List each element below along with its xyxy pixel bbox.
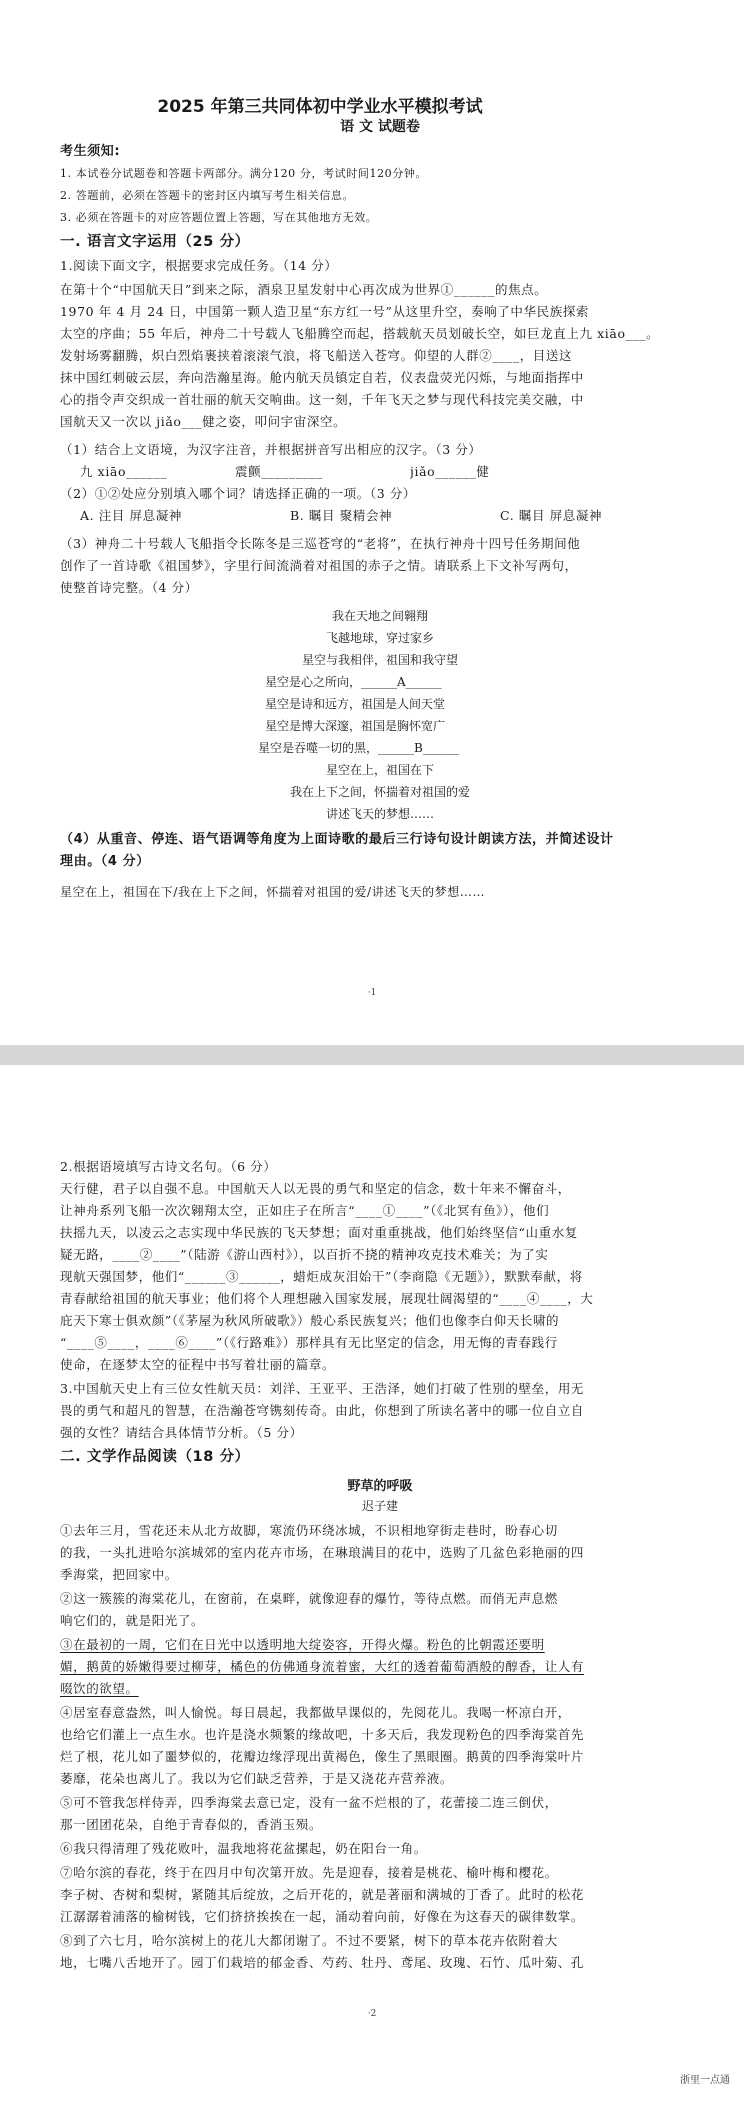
article-line: 季海棠，把回家中。	[60, 1567, 178, 1582]
notice-3: 3. 必须在答题卡的对应答题位置上答题，写在其他地方无效。	[60, 211, 378, 224]
article-line-underlined: 媚，鹅黄的娇嫩得要过柳芽，橘色的仿佛通身流着蜜，大红的透着葡萄酒般的醇香，让人有	[60, 1659, 585, 1674]
article-line-underlined: ③在最初的一周，它们在日光中以透明地大绽姿容，开得火爆。粉色的比朝霞还要明	[60, 1637, 545, 1652]
article-line: 江潺潺着浦落的榆树钱，它们挤挤挨挨在一起，涌动着向前，好像在为这春天的碳律数掌。	[60, 1909, 585, 1924]
article-line: 萎靡，花朵也离儿了。我以为它们缺乏营养，于是又浇花卉营养液。	[60, 1771, 454, 1786]
poem-line: 我在天地之间翱翔	[331, 609, 428, 623]
q3-text-line: 3.中国航天史上有三位女性航天员：刘洋、王亚平、王浩泽，她们打破了性别的壁垒，用无	[60, 1381, 585, 1396]
article-line: 烂了根，花儿如了噩梦似的，花瓣边缘浮现出黄褐色，像生了黑眼圈。鹅黄的四季海棠叶片	[60, 1749, 585, 1764]
section-1-heading: 一. 语言文字运用（25 分）	[60, 234, 250, 250]
sub-question-2: （2）①②处应分别填入哪个词？请选择正确的一项。（3 分）	[60, 486, 417, 501]
poem-line: 星空是博大深邃，祖国是胸怀宽广	[265, 719, 446, 733]
page-separator	[0, 1045, 744, 1065]
poem-line-blank-a: 星空是心之所向，______A______	[265, 675, 442, 689]
passage-line: 国航天又一次以 jiǎo___健之姿，叩问宇宙深空。	[60, 414, 347, 429]
passage-line: 1970 年 4 月 24 日，中国第一颗人造卫星“东方红一号”从这里升空，奏响了中华民族探索	[60, 304, 590, 319]
sub-question-4: （4）从重音、停连、语气语调等角度为上面诗歌的最后三行诗句设计朗读方法，并简述设计	[60, 832, 614, 847]
notice-2: 2. 答题前，必须在答题卡的密封区内填写考生相关信息。	[60, 189, 355, 202]
q2-text-line: 扶摇九天，以凌云之志实现中华民族的飞天梦想；面对重重挑战，他们始终坚信“山重水复	[60, 1225, 578, 1240]
sub-question-1: （1）结合上文语境，为汉字注音，并根据拼音写出相应的汉字。（3 分）	[60, 442, 482, 457]
article-line: ②这一簇簇的海棠花儿，在窗前，在桌畔，就像迎春的爆竹，等待点燃。而俏无声息燃	[60, 1591, 558, 1606]
q2-text-line: “____⑤____，____⑥____”（《行路难》）那样具有无比坚定的信念，用无悔的青春践行	[60, 1335, 558, 1350]
answer-blank-xiao: 九 xiāo______	[80, 464, 168, 479]
answer-blank-zhenchan: 震颤_________	[235, 464, 323, 479]
sub-question-4: 理由。（4 分）	[60, 854, 150, 869]
exam-title: 2025 年第三共同体初中学业水平模拟考试	[157, 97, 483, 117]
article-line: ⑤可不管我怎样侍弄，四季海棠去意已定，没有一盆不烂根的了，花蕾接二连三倒伏，	[60, 1795, 558, 1810]
sub-question-3: 创作了一首诗歌《祖国梦》，字里行间流淌着对祖国的赤子之情。请联系上下文补写两句，	[60, 558, 578, 573]
poem-line-blank-b: 星空是吞噬一切的黑，______B______	[258, 741, 459, 755]
passage-line: 抹中国红刺破云层，奔向浩瀚星海。舱内航天员镇定自若，仪表盘荧光闪烁，与地面指挥中	[60, 370, 585, 385]
q2-text-line: 庇天下寒士俱欢颜”（《茅屋为秋风所破歌》）般心系民族复兴；他们也像李白仰天长啸的	[60, 1313, 560, 1328]
q3-text-line: 强的女性？请结合具体情节分析。（5 分）	[60, 1425, 303, 1440]
article-line: ⑦哈尔滨的春花，终于在四月中旬次第开放。先是迎春，接着是桃花、榆叶梅和樱花。	[60, 1865, 558, 1880]
poem-line: 星空是诗和远方，祖国是人间天堂	[265, 697, 446, 711]
option-b: B. 瞩目 聚精会神	[290, 508, 393, 523]
q3-text-line: 畏的勇气和超凡的智慧，在浩瀚苍穹镌刻传奇。由此，你想到了所读名著中的哪一位自立自	[60, 1403, 585, 1418]
article-line: 的我，一头扎进哈尔滨城郊的室内花卉市场，在琳琅满目的花中，选购了几盆色彩艳丽的四	[60, 1545, 585, 1560]
passage-line: 发射场雾翻腾，炽白烈焰裹挟着滚滚气浪，将飞船送入苍穹。仰望的人群②____，目送这	[60, 348, 573, 363]
article-line: ⑥我只得清理了残花败叶，温我地将花盆摞起，奶在阳台一角。	[60, 1841, 427, 1856]
option-a: A. 注目 屏息凝神	[80, 508, 182, 523]
exam-subtitle: 语 文 试题卷	[340, 119, 420, 135]
notice-1: 1. 本试卷分试题卷和答题卡两部分。满分120 分，考试时间120分钟。	[60, 167, 428, 180]
q2-text-line: 青春献给祖国的航天事业；他们将个人理想融入国家发展，展现壮阔渴望的“____④____，大	[60, 1291, 594, 1306]
q2-text-line: 现航天强国梦，他们“______③______，蜡炬成灰泪始干”（李商隐《无题》），默默奉献，将	[60, 1269, 583, 1284]
article-line: 地，七嘴八舌地开了。园丁们栽培的郁金香、芍药、牡丹、鸢尾、玫瑰、石竹、瓜叶菊、孔	[60, 1955, 585, 1970]
poem-line: 我在上下之间，怀揣着对祖国的爱	[289, 785, 470, 799]
answer-blank-jiao: jiǎo______健	[410, 464, 490, 479]
option-c: C. 瞩目 屏息凝神	[500, 508, 603, 523]
exam-page-1	[0, 0, 744, 1045]
q2-text-line: 天行健，君子以自强不息。中国航天人以无畏的勇气和坚定的信念，数十年来不懈奋斗，	[60, 1181, 571, 1196]
passage-line: 太空的序曲；55 年后，神舟二十号载人飞船腾空而起，搭载航天员划破长空，如巨龙直上九 xiāo___。	[60, 326, 660, 341]
article-line: ①去年三月，雪花还未从北方故脚，寒流仍环绕冰城，不识相地穿街走巷时，盼春心切	[60, 1523, 558, 1538]
article-author: 迟子建	[361, 1499, 398, 1513]
poem-line: 飞越地球，穿过家乡	[325, 631, 434, 645]
page-number: ·1	[367, 988, 377, 998]
article-line: 也给它们灌上一点生水。也许是浇水频繁的缘故吧，十多天后，我发现粉色的四季海棠首先	[60, 1727, 585, 1742]
q2-text-line: 疑无路，____②____”（陆游《游山西村》），以百折不挠的精神攻克技术难关；为了实	[60, 1247, 549, 1262]
section-2-heading: 二. 文学作品阅读（18 分）	[60, 1449, 250, 1465]
article-line-underlined: 啜饮的欲望。	[60, 1681, 139, 1696]
q2-text-line: 使命，在逐梦太空的征程中书写着壮丽的篇章。	[60, 1357, 336, 1372]
notice-title: 考生须知:	[60, 144, 121, 159]
poem-reading-line: 星空在上，祖国在下/我在上下之间，怀揣着对祖国的爱/讲述飞天的梦想……	[60, 885, 486, 899]
sub-question-3: 使整首诗完整。（4 分）	[60, 580, 198, 595]
poem-line: 讲述飞天的梦想……	[325, 807, 434, 821]
article-line: 那一团团花朵，自绝于青春似的，香消玉殒。	[60, 1817, 323, 1832]
exam-page-2	[0, 1065, 744, 2104]
article-line: ⑧到了六七月，哈尔滨树上的花儿大都闭谢了。不过不要紧，树下的草本花卉依附着大	[60, 1933, 558, 1948]
poem-line: 星空与我相伴，祖国和我守望	[301, 653, 458, 667]
page-number: ·2	[367, 2009, 377, 2019]
sub-question-3: （3）神舟二十号载人飞船指令长陈冬是三巡苍穹的“老将”，在执行神舟十四号任务期间他	[60, 536, 581, 551]
article-line: 响它们的，就是阳光了。	[60, 1613, 205, 1628]
passage-line: 在第十个“中国航天日”到来之际，酒泉卫星发射中心再次成为世界①______的焦点。	[60, 282, 548, 297]
article-line: 李子树、杏树和梨树，紧随其后绽放，之后开花的，就是著丽和满城的丁香了。此时的松花	[60, 1887, 585, 1902]
article-line: ④居室春意盎然，叫人愉悦。每日晨起，我都做早课似的，先阅花儿。我喝一杯凉白开，	[60, 1705, 571, 1720]
passage-line: 心的指令声交织成一首壮丽的航天交响曲。这一刻，千年飞天之梦与现代科技完美交融，中	[60, 392, 585, 407]
article-title: 野草的呼吸	[347, 1479, 413, 1494]
q1-intro: 1.阅读下面文字，根据要求完成任务。（14 分）	[60, 258, 338, 273]
poem-line: 星空在上，祖国在下	[325, 763, 434, 777]
q2-text-line: 让神舟系列飞船一次次翱翔太空，正如庄子在所言“____①____”（《北冥有鱼》），他们	[60, 1203, 550, 1218]
q2-intro: 2.根据语境填写古诗文名句。（6 分）	[60, 1159, 277, 1174]
watermark-label: 浙里一点通	[680, 2075, 730, 2086]
